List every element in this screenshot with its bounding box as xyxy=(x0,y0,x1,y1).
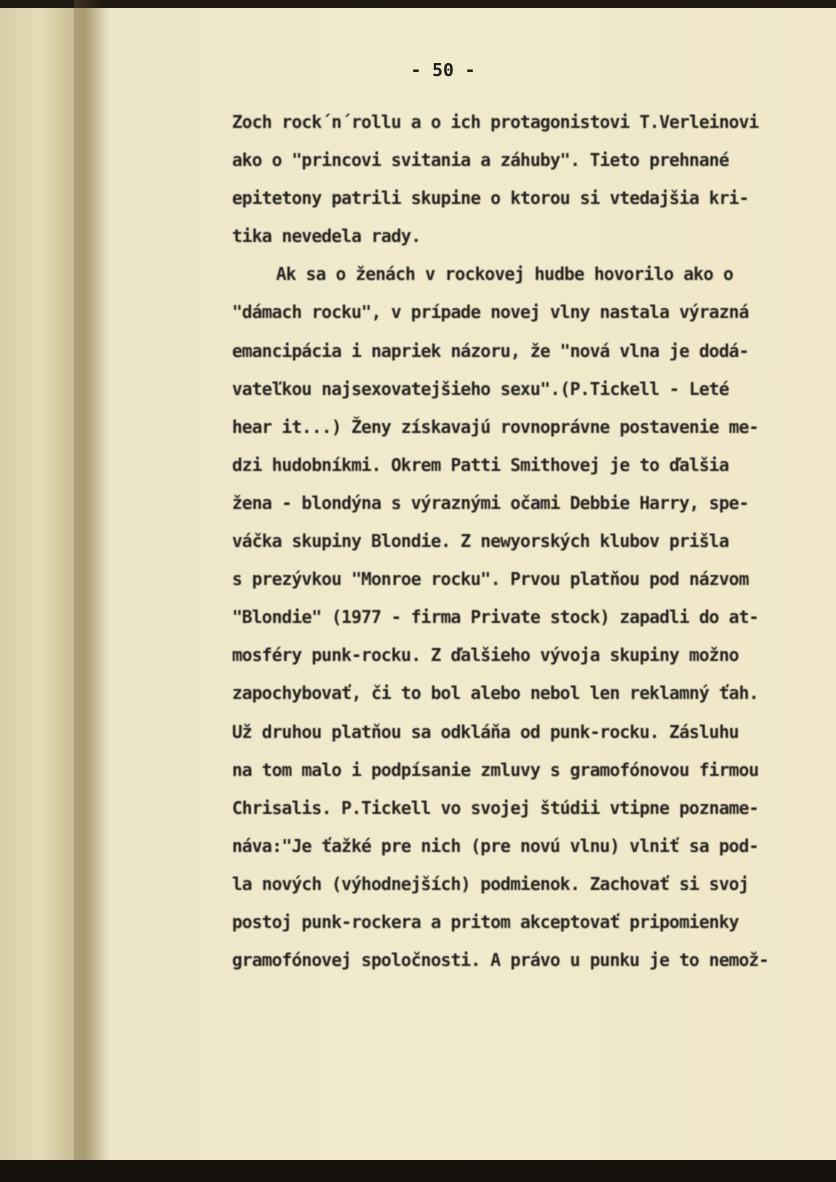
text-line: epitetony patrili skupine o ktorou si vtedajšia kri- xyxy=(232,189,749,210)
text-line: ako o "princovi svitania a záhuby". Tieto prehnané xyxy=(232,151,729,172)
typewritten-body xyxy=(232,104,812,980)
page-top-edge xyxy=(0,0,836,8)
text-line: Zoch rock´n´rollu a o ich protagonistovi T.Verleinovi xyxy=(232,113,759,133)
text-line: vateľkou najsexovatejšieho sexu".(P.Tickell - Leté xyxy=(232,379,729,400)
text-line: hear it...) Ženy získavajú rovnoprávne postavenie me- xyxy=(232,417,759,438)
text-line: váčka skupiny Blondie. Z newyorských klubov prišla xyxy=(232,532,729,553)
text-line: emancipácia i napriek názoru, že "nová vlna je dodá- xyxy=(232,341,749,362)
text-line: na tom malo i podpísanie zmluvy s gramofónovou firmou xyxy=(232,760,759,781)
text-line: zapochybovať, či to bol alebo nebol len reklamný ťah. xyxy=(232,684,759,705)
text-line: "Blondie" (1977 - firma Private stock) zapadli do at- xyxy=(232,608,759,629)
page-number: - 50 - xyxy=(410,60,476,81)
paragraph-start-line: Ak sa o ženách v rockovej hudbe hovorilo ako o xyxy=(276,265,734,286)
text-line: la nových (výhodnejších) podmienok. Zachovať si svoj xyxy=(232,874,749,895)
text-line: žena - blondýna s výraznými očami Debbie Harry, spe- xyxy=(232,493,749,514)
text-line: "dámach rocku", v prípade novej vlny nastala výrazná xyxy=(232,303,749,324)
text-line: tika nevedela rady. xyxy=(232,227,421,248)
text-line: postoj punk-rockera a pritom akceptovať pripomienky xyxy=(232,912,739,933)
text-line: gramofónovej spoločnosti. A právo u punku je to nemož- xyxy=(232,951,769,972)
text-line: Už druhou platňou sa odkláňa od punk-rocku. Zásluhu xyxy=(232,722,739,743)
text-line: mosféry punk-rocku. Z ďalšieho vývoja skupiny možno xyxy=(232,646,739,667)
binding-fold-shadow xyxy=(74,0,104,1160)
text-line: dzi hudobníkmi. Okrem Patti Smithovej je to ďalšia xyxy=(232,455,729,476)
text-line: s prezývkou "Monroe rocku". Prvou platňou pod názvom xyxy=(232,570,749,591)
text-line: Chrisalis. P.Tickell vo svojej štúdii vtipne poznamе- xyxy=(232,798,759,819)
scan-bottom-band xyxy=(0,1160,836,1182)
text-line: náva:"Je ťažké pre nich (pre novú vlnu) vlniť sa pod- xyxy=(232,836,759,857)
